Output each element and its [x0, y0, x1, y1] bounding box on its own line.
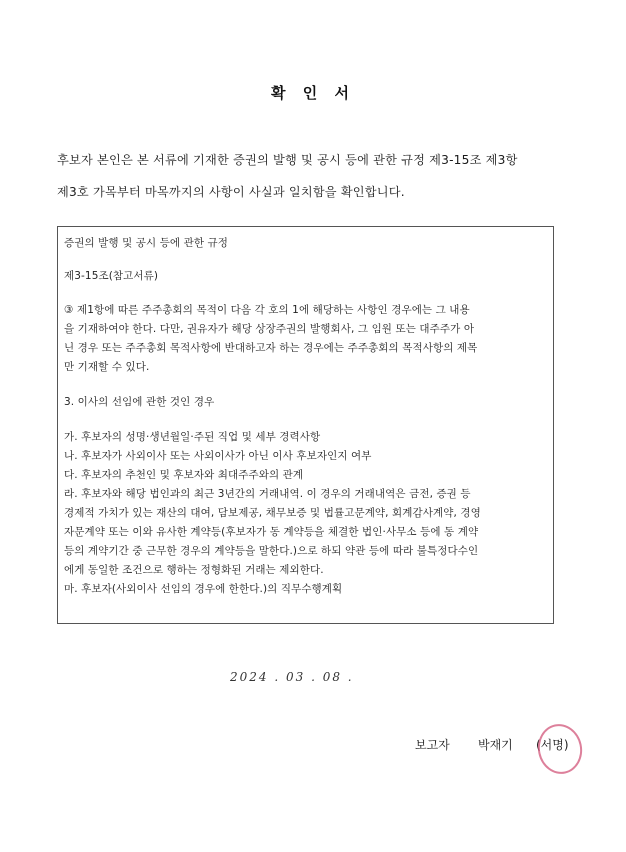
- sub-item-ra-cont: 등의 계약기간 중 근무한 경우의 계약등을 말한다.)으로 하되 약관 등에 따라 불특정다수인: [64, 545, 479, 557]
- regulation-title: 증권의 발행 및 공시 등에 관한 규정: [64, 237, 229, 249]
- handwritten-date: 2024 . 03 . 08 .: [230, 670, 354, 684]
- sub-item-da: 다. 후보자의 추천인 및 후보자와 최대주주와의 관계: [64, 469, 304, 481]
- sub-item-ma: 마. 후보자(사외이사 선임의 경우에 한한다.)의 직무수행계획: [64, 583, 343, 595]
- sub-item-na: 나. 후보자가 사외이사 또는 사외이사가 아닌 이사 후보자인지 여부: [64, 450, 372, 462]
- regulation-excerpt-box: [57, 226, 554, 624]
- sub-item-ra-cont: 경제적 가치가 있는 재산의 대여, 담보제공, 채무보증 및 법률고문계약, 회계감사계약, 경영: [64, 507, 481, 519]
- sub-item-ra-cont: 자문계약 또는 이와 유사한 계약등(후보자가 동 계약등을 체결한 법인·사무소 등에 동 계약: [64, 526, 479, 538]
- signature-label: (서명): [536, 738, 569, 752]
- sub-item-ra: 라. 후보자와 해당 법인과의 최근 3년간의 거래내역. 이 경우의 거래내역은 금전, 증권 등: [64, 488, 471, 500]
- sub-item-ra-cont: 에게 동일한 조건으로 행하는 정형화된 거래는 제외한다.: [64, 564, 324, 576]
- paragraph-line: 만 기재할 수 있다.: [64, 361, 150, 373]
- seal-stamp-icon: [533, 720, 586, 778]
- paragraph-line: 을 기재하여야 한다. 다만, 권유자가 해당 상장주권의 발행회사, 그 임원 또는 대주주가 아: [64, 323, 475, 335]
- paragraph-line: ③ 제1항에 따른 주주총회의 목적이 다음 각 호의 1에 해당하는 사항인 경우에는 그 내용: [64, 304, 470, 316]
- document-title: 확 인 서: [271, 84, 355, 102]
- intro-line-1: 후보자 본인은 본 서류에 기재한 증권의 발행 및 공시 등에 관한 규정 제3-15조 제3항: [57, 153, 518, 167]
- signer-role: 보고자: [415, 738, 450, 752]
- article-heading: 제3-15조(참고서류): [64, 270, 159, 282]
- intro-line-2: 제3호 가목부터 마목까지의 사항이 사실과 일치함을 확인합니다.: [57, 185, 405, 199]
- paragraph-line: 닌 경우 또는 주주총회 목적사항에 반대하고자 하는 경우에는 주주총회의 목적사항의 제목: [64, 342, 478, 354]
- sub-item-ga: 가. 후보자의 성명·생년월일·주된 직업 및 세부 경력사항: [64, 431, 321, 443]
- signer-name: 박재기: [478, 738, 513, 752]
- item-heading: 3. 이사의 선임에 관한 것인 경우: [64, 396, 215, 408]
